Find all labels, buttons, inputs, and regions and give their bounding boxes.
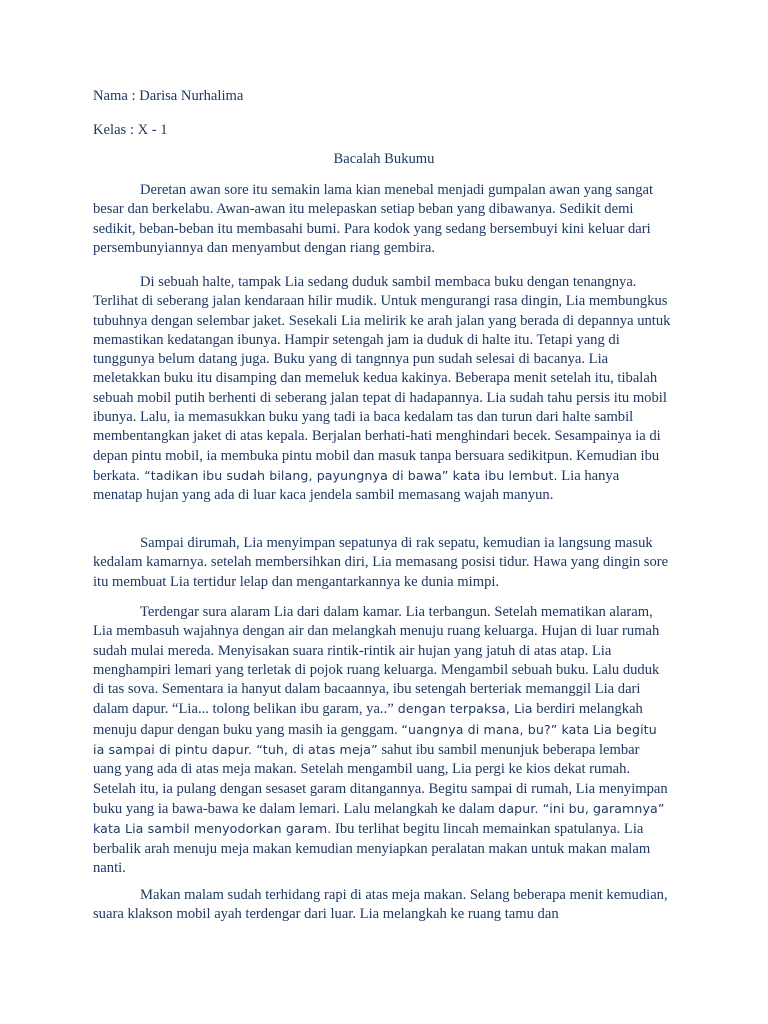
paragraph-2 [93,273,671,506]
paragraph-4-handwritten-1: dengan terpaksa, Lia [393,701,533,717]
paragraph-2-dialogue-tag: kata ibu lembut. [448,467,558,483]
paragraph-4-handwritten-3: dapur. “ini bu, garamnya” kata Lia sambil menyodorkan garam. [93,800,665,837]
paragraph-1: Deretan awan sore itu semakin lama kian menebal menjadi gumpalan awan yang sangat besar dan berkelabu. Awan-awan itu melepaskan setiap beban yang dibawanya. Sedikit demi sedikit, beban-beban itu membasahi bumi. Para kodok yang sedang bersembuyi kini keluar dari persembunyiannya dan menyambut dengan riang gembira. [93,182,654,256]
paragraph-4 [93,603,671,878]
paragraph-2-ending: Lia hanya menatap hujan yang ada di luar kaca jendela sambil memasang wajah manyun. [93,467,620,504]
student-class: Kelas : X - 1 [93,122,168,138]
paragraph-4-text-2: berdiri melangkah menuju dapur dengan buku yang masih ia genggam. [93,701,643,738]
student-name: Nama : Darisa Nurhalima [93,88,244,104]
paragraph-5: Makan malam sudah terhidang rapi di atas meja makan. Selang beberapa menit kemudian, suara klakson mobil ayah terdengar dari luar. Lia melangkah ke ruang tamu dan [93,887,668,923]
story-title: Bacalah Bukumu [333,151,435,167]
paragraph-4-handwritten-2: “uangnya di mana, bu?” kata Lia begitu ia sampai di pintu dapur. “tuh, di atas meja” [93,721,657,758]
paragraph-4-text-3: sahut ibu sambil menunjuk beberapa lembar uang yang ada di atas meja makan. Setelah mengambil uang, Lia pergi ke kios dekat rumah. Setelah itu, ia pulang dengan sesaset garam ditangannya. Begitu sampai di rumah, Lia menyimpan buku yang ia bawa-bawa ke dalam lemari. Lalu melangkah ke dalam [93,742,668,817]
paragraph-3: Sampai dirumah, Lia menyimpan sepatunya di rak sepatu, kemudian ia langsung masuk kedalam kamarnya. setelah membersihkan diri, Lia memasang posisi tidur. Hawa yang dingin sore itu membuat Lia tertidur lelap dan mengantarkannya ke dunia mimpi. [93,535,669,590]
paragraph-4-text: Terdengar sura alaram Lia dari dalam kamar. Lia terbangun. Setelah mematikan alaram, Lia membasuh wajahnya dengan air dan melangkah menuju ruang keluarga. Hujan di luar rumah sudah mulai mereda. Menyisakan suara rintik-rintik air hujan yang jatuh di atas atap. Lia menghampiri lemari yang terletak di pojok ruang keluarga. Mengambil sebuah buku. Lalu duduk di tas sova. Sementara ia hanyut dalam bacaannya, ibu setengah berteriak memanggil Lia dari dalam dapur. “Lia... tolong belikan ibu garam, ya..” [93,604,660,718]
paragraph-2-text: Di sebuah halte, tampak Lia sedang duduk sambil membaca buku dengan tenangnya. Terlihat di seberang jalan kendaraan hilir mudik. Untuk mengurangi rasa dingin, Lia membungkus tubuhnya dengan selembar jaket. Sesekali Lia melirik ke arah jalan yang berada di depannya untuk memastikan kedatangan ibunya. Hampir setengah jam ia duduk di halte itu. Tetapi yang di tunggunya belum datang juga. Buku yang di tangnnya pun sudah selesai di bacanya. Lia meletakkan buku itu disamping dan memeluk kedua kakinya. Beberapa menit setelah itu, tibalah sebuah mobil putih berhenti di seberang jalan tepat di hadapannya. Lia sudah tahu persis itu mobil ibunya. Lalu, ia memasukkan buku yang tadi ia baca kedalam tas dan turun dari halte sambil membentangkan jaket di atas kepala. Berjalan berhati-hati menghindari becek. Sesampainya ia di depan pintu mobil, ia membuka pintu mobil dan masuk tanpa bersuara sedikitpun. Kemudian ibu berkata [93,274,671,484]
paragraph-4-ending: Ibu terlihat begitu lincah memainkan spatulanya. Lia berbalik arah menuju meja makan kemudian menyiapkan peralatan makan untuk makan malam nanti. [93,821,651,876]
paragraph-2-dialogue: . “tadikan ibu sudah bilang, payungnya di bawa” [135,467,449,483]
